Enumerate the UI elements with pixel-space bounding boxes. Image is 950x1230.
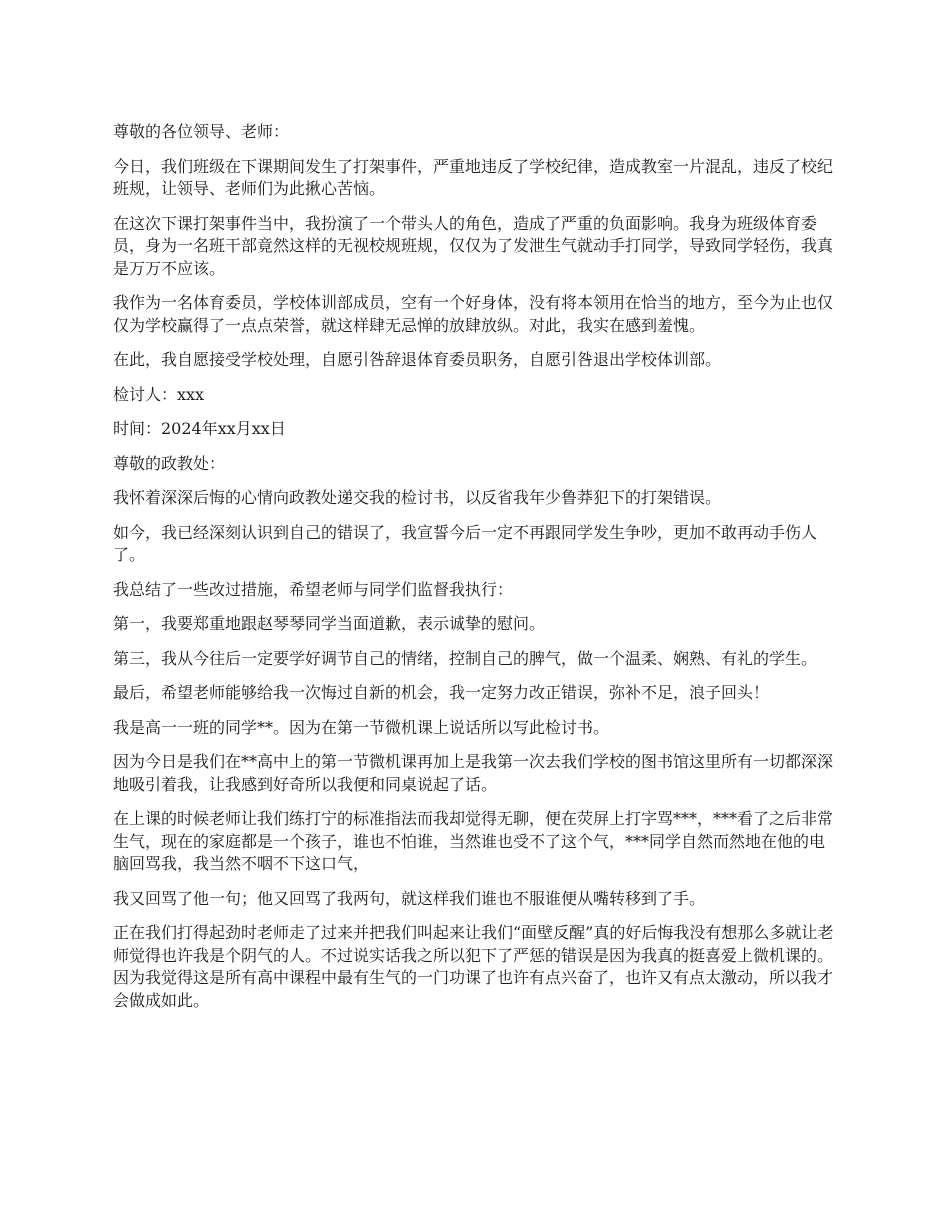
paragraph-reason: 因为今日是我们在**高中上的第一节微机课再加上是我第一次去我们学校的图书馆这里所有一切都深深地吸引着我，让我感到好奇所以我便和同桌说起了话。	[113, 752, 834, 794]
signature-author: 检讨人：xxx	[113, 384, 205, 404]
paragraph-acceptance: 在此，我自愿接受学校处理，自愿引咎辞退体育委员职务，自愿引咎退出学校体训部。	[113, 350, 722, 369]
paragraph-closing: 最后，希望老师能够给我一次悔过自新的机会，我一定努力改正错误，弥补不足，浪子回头！	[113, 683, 770, 702]
paragraph-measure-third: 第三，我从今往后一定要学好调节自己的情绪，控制自己的脾气，做一个温柔、娴熟、有礼的学生。	[113, 648, 818, 668]
paragraph-intro-student: 我是高一一班的同学**。因为在第一节微机课上说话所以写此检讨书。	[113, 717, 610, 737]
salutation-office: 尊敬的政教处：	[113, 453, 226, 473]
salutation-leaders: 尊敬的各位领导、老师：	[113, 122, 290, 141]
document-page	[113, 121, 840, 1024]
paragraph-escalation: 我又回骂了他一句；他又回骂了我两句，就这样我们谁也不服谁便从嘴转移到了手。	[113, 888, 706, 908]
paragraph-incident: 今日，我们班级在下课期间发生了打架事件，严重地违反了学校纪律，造成教室一片混乱，违反了校纪班规，让领导、老师们为此揪心苦恼。	[113, 156, 834, 198]
paragraph-submit: 我怀着深深后悔的心情向政教处递交我的检讨书，以反省我年少鲁莽犯下的打架错误。	[113, 488, 722, 507]
paragraph-shame: 我作为一名体育委员，学校体训部成员，空有一个好身体，没有将本领用在恰当的地方，至今为止也仅仅为学校赢得了一点点荣誉，就这样肆无忌惮的放肆放纵。对此，我实在感到羞愧。	[113, 293, 834, 335]
paragraph-typing: 在上课的时候老师让我们练打宁的标准指法而我却觉得无聊，便在荧屏上打字骂***，***看了之后非常生气，现在的家庭都是一个孩子，谁也不怕谁，当然谁也受不了这个气，***同学自然而然地在他的电脑回骂我，我当然不咽不下这口气，	[113, 809, 834, 873]
paragraph-realization: 如今，我已经深刻认识到自己的错误了，我宣誓今后一定不再跟同学发生争吵，更加不敢再动手伤人了。	[113, 522, 818, 564]
paragraph-role: 在这次下课打架事件当中，我扮演了一个带头人的角色，造成了严重的负面影响。我身为班级体育委员，身为一名班干部竟然这样的无视校规班规，仅仅为了发泄生气就动手打同学，导致同学轻伤，我真是万万不应该。	[113, 213, 834, 278]
paragraph-measures-intro: 我总结了一些改过措施，希望老师与同学们监督我执行：	[113, 579, 514, 599]
paragraph-measure-first: 第一，我要郑重地跟赵琴琴同学当面道歉，表示诚挚的慰问。	[113, 614, 546, 633]
signature-date: 时间：2024年xx月xx日	[113, 419, 286, 438]
paragraph-reflection: 正在我们打得起劲时老师走了过来并把我们叫起来让我们“面壁反醒”真的好后悔我没有想那么多就让老师觉得也许我是个阴气的人。不过说实话我之所以犯下了严惩的错误是因为我真的挺喜爱上微机课的。因为我觉得这是所有高中课程中最有生气的一门功课了也许有点兴奋了，也许又有点太激动，所以我才会做成如此。	[113, 923, 834, 1010]
